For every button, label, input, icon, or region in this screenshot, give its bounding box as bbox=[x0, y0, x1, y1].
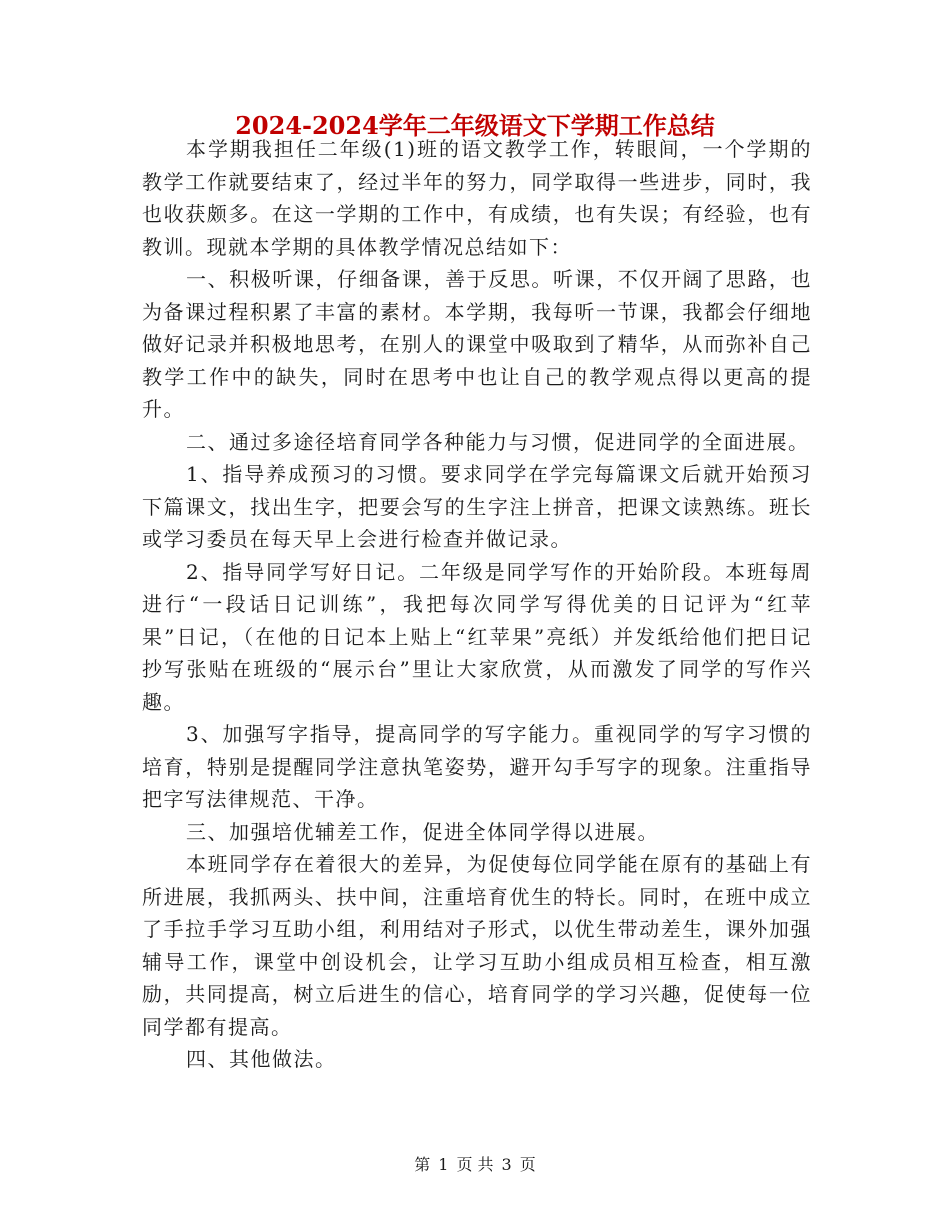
document-body bbox=[142, 133, 812, 1076]
paragraph-section-3-body: 本班同学存在着很大的差异，为促使每位同学能在原有的基础上有所进展，我抓两头、扶中间，注重培育优生的特长。同时，在班中成立了手拉手学习互助小组，利用结对子形式，以优生带动差生，课外加强辅导工作，课堂中创设机会，让学习互助小组成员相互检查，相互激励，共同提高，树立后进生的信心，培育同学的学习兴趣，促使每一位同学都有提高。 bbox=[142, 852, 812, 1039]
paragraph-item-2: 2、指导同学写好日记。二年级是同学写作的开始阶段。本班每周进行“一段话日记训练”，我把每次同学写得优美的日记评为“红苹果”日记，（在他的日记本上贴上“红苹果”亮纸）并发纸给他们把日记抄写张贴在班级的“展示台”里让大家欣赏，从而激发了同学的写作兴趣。 bbox=[142, 559, 812, 714]
footer-total-pages: 3 bbox=[501, 1155, 512, 1174]
paragraph-section-2-heading: 二、通过多途径培育同学各种能力与习惯，促进同学的全面进展。 bbox=[186, 429, 810, 454]
footer-page-mid: 页 共 bbox=[456, 1155, 494, 1174]
paragraph-item-1: 1、指导养成预习的习惯。要求同学在学完每篇课文后就开始预习下篇课文，找出生字，把要会写的生字注上拼音，把课文读熟练。班长或学习委员在每天早上会进行检查并做记录。 bbox=[142, 462, 812, 551]
footer-page-prefix: 第 bbox=[414, 1155, 431, 1174]
paragraph-item-3: 3、加强写字指导，提高同学的写字能力。重视同学的写字习惯的培育，特别是提醒同学注意执笔姿势，避开勾手写字的现象。注重指导把字写法律规范、干净。 bbox=[142, 722, 812, 811]
footer-page-number: 1 bbox=[438, 1155, 449, 1174]
paragraph-intro: 本学期我担任二年级(1)班的语文教学工作，转眼间，一个学期的教学工作就要结束了，经过半年的努力，同学取得一些进步，同时，我也收获颇多。在这一学期的工作中，有成绩，也有失误；有经验，也有教训。现就本学期的具体教学情况总结如下： bbox=[142, 137, 812, 259]
paragraph-section-4-heading: 四、其他做法。 bbox=[186, 1047, 337, 1071]
paragraph-section-1: 一、积极听课，仔细备课，善于反思。听课，不仅开阔了思路，也为备课过程积累了丰富的素材。本学期，我每听一节课，我都会仔细地做好记录并积极地思考，在别人的课堂中吸取到了精华，从而弥补自己教学工作中的缺失，同时在思考中也让自己的教学观点得以更高的提升。 bbox=[142, 267, 812, 421]
paragraph-section-3-heading: 三、加强培优辅差工作，促进全体同学得以进展。 bbox=[186, 819, 659, 844]
document-title: 2024-2024学年二年级语文下学期工作总结 bbox=[235, 111, 715, 140]
page-footer bbox=[0, 1154, 950, 1176]
footer-page-suffix: 页 bbox=[519, 1155, 536, 1174]
